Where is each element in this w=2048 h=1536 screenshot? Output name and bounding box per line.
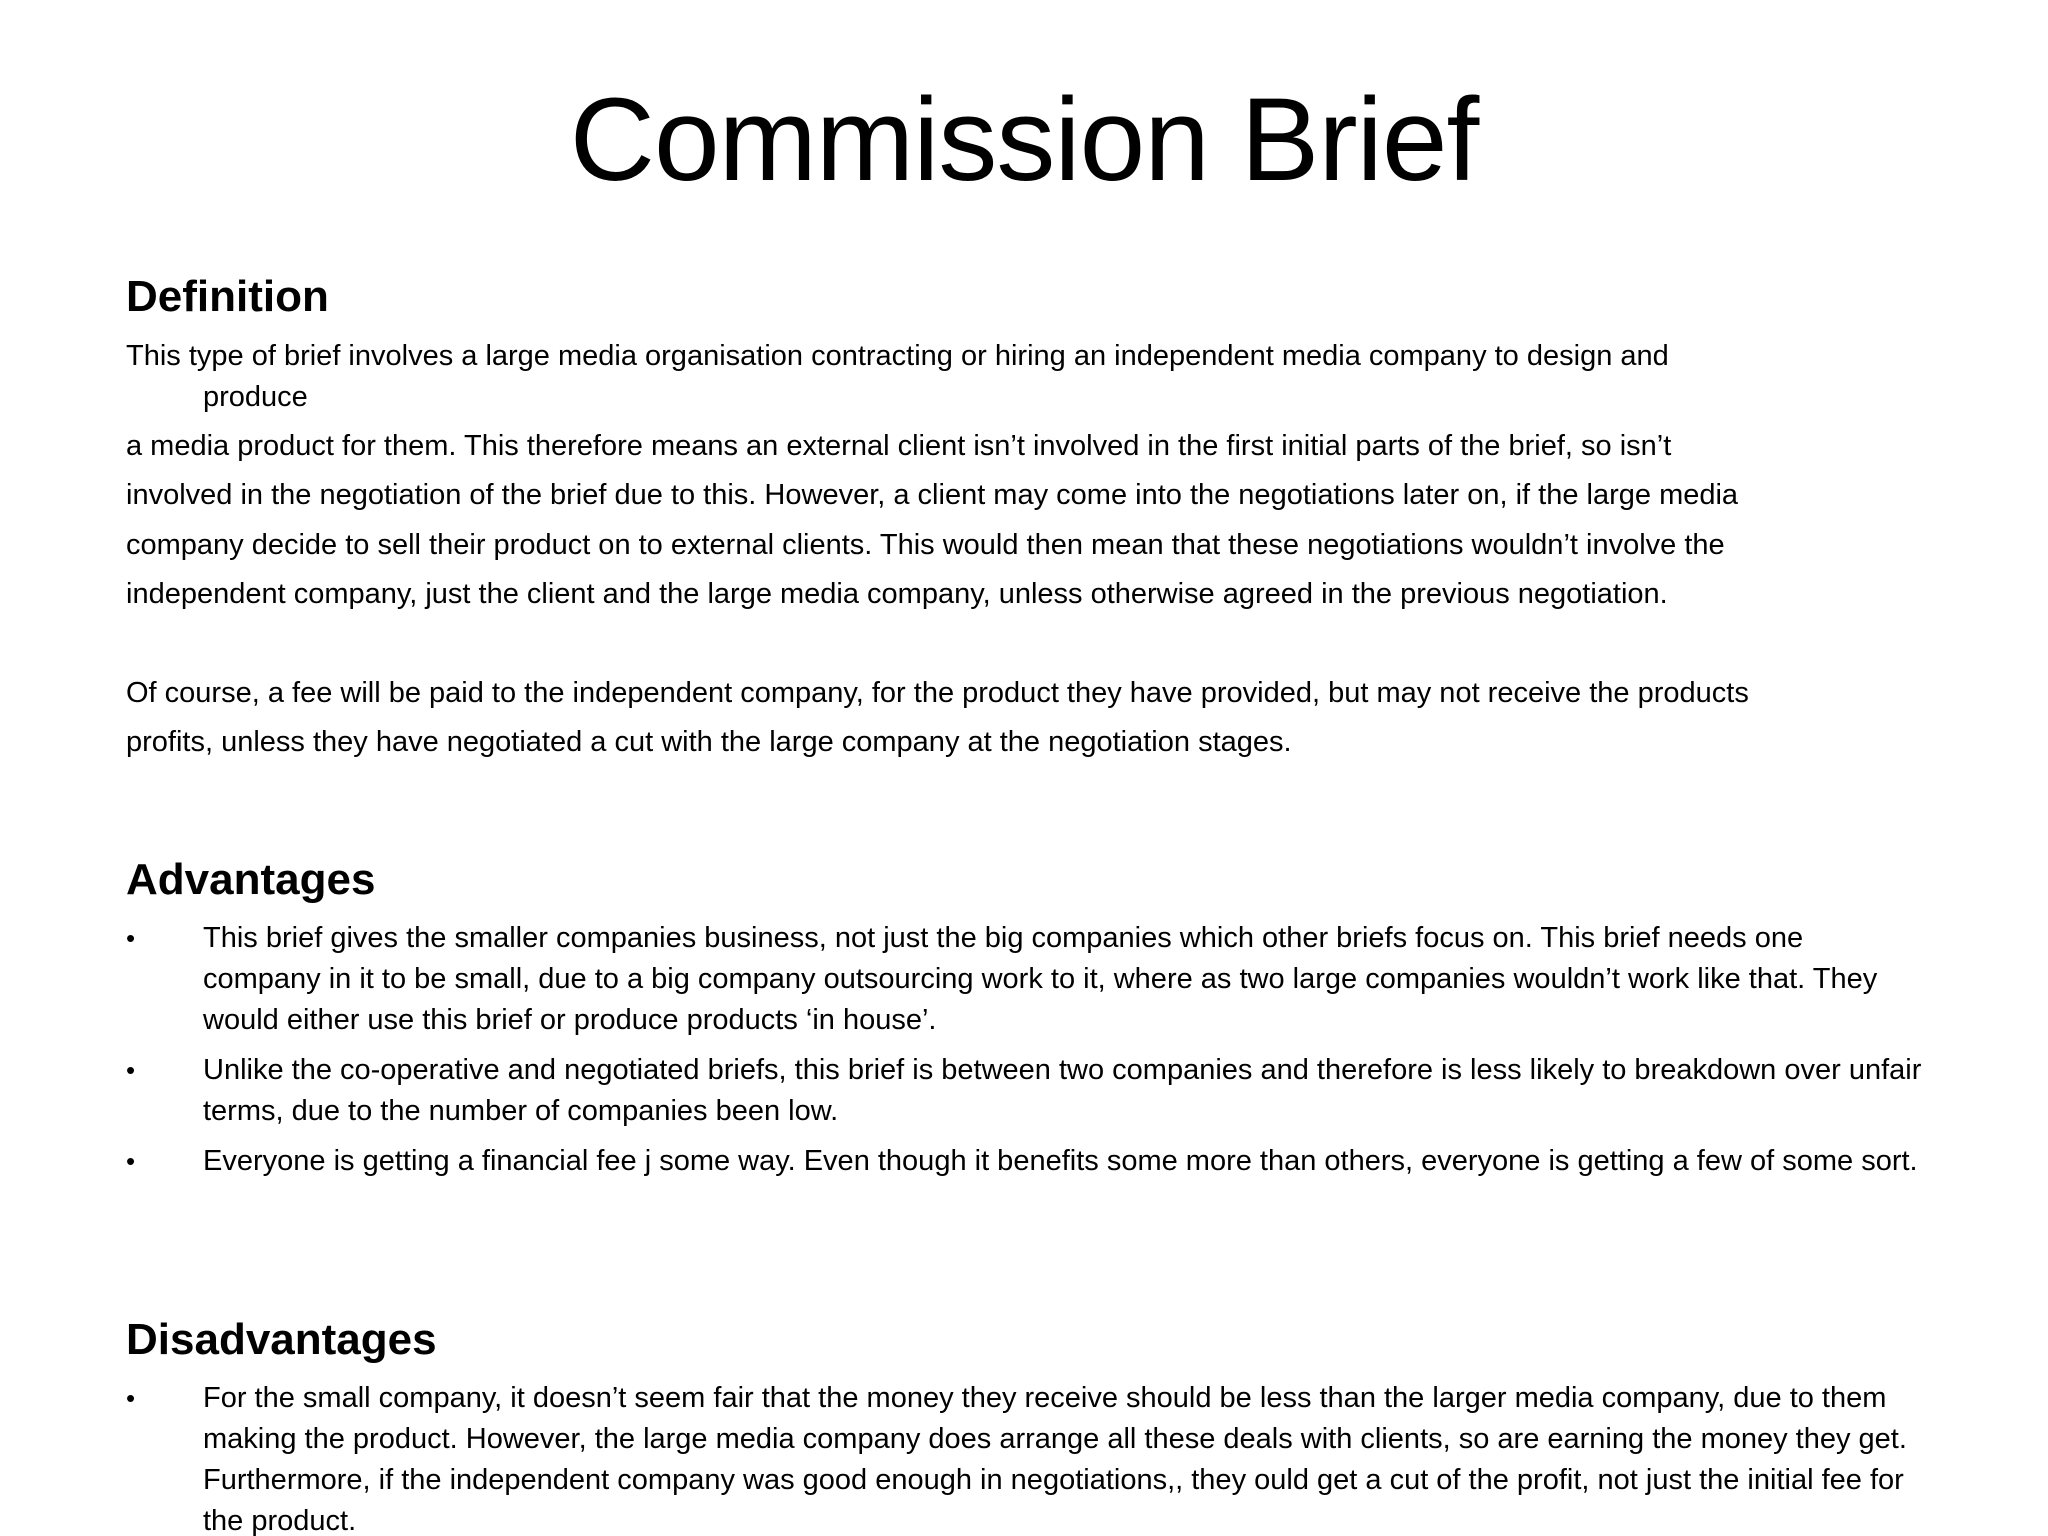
- definition-line: company decide to sell their product on to external clients. This would then mean that these negotiations wouldn’t involve the: [126, 529, 1725, 561]
- definition-line: produce: [203, 381, 308, 413]
- disadvantages-heading: Disadvantages: [126, 1315, 437, 1364]
- bullet-icon: •: [126, 1383, 136, 1413]
- advantage-text: Everyone is getting a financial fee j some way. Even though it benefits some more than others, everyone is getting a few of some sort.: [203, 1145, 1918, 1177]
- definition-line: involved in the negotiation of the brief due to this. However, a client may come into the negotiations later on, if the large media: [126, 479, 1739, 511]
- definition-line: independent company, just the client and the large media company, unless otherwise agreed in the previous negotiation.: [126, 578, 1668, 610]
- definition-line: a media product for them. This therefore means an external client isn’t involved in the first initial parts of the brief, so isn’t: [126, 430, 1672, 462]
- definition-line: This type of brief involves a large media organisation contracting or hiring an independent media company to design and: [126, 340, 1669, 372]
- page-title: Commission Brief: [569, 74, 1479, 206]
- definition-heading: Definition: [126, 272, 329, 321]
- advantages-heading: Advantages: [126, 855, 376, 904]
- definition-line: profits, unless they have negotiated a cut with the large company at the negotiation stages.: [126, 726, 1292, 758]
- bullet-icon: •: [126, 1055, 136, 1085]
- definition-line: Of course, a fee will be paid to the independent company, for the product they have provided, but may not receive the products: [126, 677, 1749, 709]
- advantage-text: This brief gives the smaller companies business, not just the big companies which other briefs focus on. This brief needs one company in it to be small, due to a big company outsourcing work to it, where as two large companies wouldn’t work like that. They would either use this brief or produce products ‘in house’.: [203, 922, 1878, 1036]
- disadvantage-text: For the small company, it doesn’t seem fair that the money they receive should be less than the larger media company, due to them making the product. However, the large media company does arrange all these deals with clients, so are earning the money they get. Furthermore, if the independent company was good enough in negotiations,, they ould get a cut of the profit, not just the initial fee for the product.: [203, 1382, 1907, 1536]
- bullet-icon: •: [126, 1146, 136, 1176]
- bullet-icon: •: [126, 923, 136, 953]
- advantage-text: Unlike the co-operative and negotiated briefs, this brief is between two companies and therefore is less likely to breakdown over unfair terms, due to the number of companies been low.: [203, 1054, 1922, 1127]
